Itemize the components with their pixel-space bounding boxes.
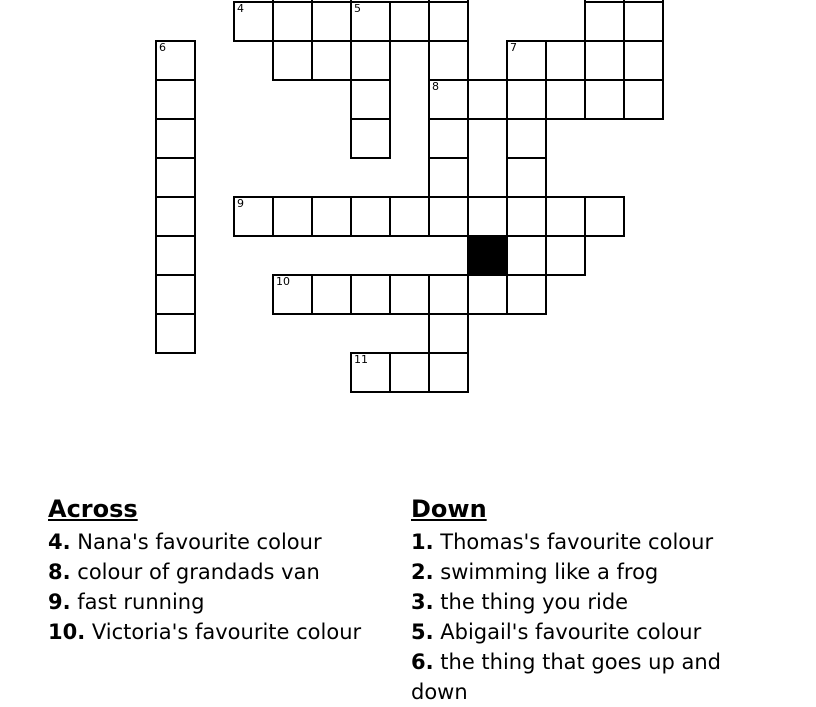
clue-text: fast running [70,590,205,614]
grid-cell[interactable] [350,1,391,42]
grid-cell[interactable] [350,40,391,81]
clue-text: the thing you ride [433,590,629,614]
grid-cell[interactable] [155,157,196,198]
clue-number: 6. [411,650,434,674]
grid-cell[interactable] [272,1,313,42]
grid-cell[interactable] [584,1,625,42]
clue-number: 1. [411,530,434,554]
grid-cell[interactable] [623,40,664,81]
grid-cell-number: 10 [276,275,290,288]
down-clues [411,495,781,707]
grid-cell[interactable] [389,352,430,393]
grid-cell[interactable] [389,196,430,237]
down-clue-list [411,527,781,707]
grid-cell[interactable] [584,196,625,237]
grid-cell[interactable] [350,352,391,393]
grid-cell[interactable] [428,79,469,120]
down-heading: Down [411,495,487,523]
grid-cell[interactable] [545,79,586,120]
clue-lists [0,495,816,704]
grid-cell[interactable] [428,352,469,393]
grid-cell[interactable] [584,40,625,81]
clue-number: 5. [411,620,434,644]
grid-cell[interactable] [545,196,586,237]
clue-item[interactable] [48,617,418,647]
grid-cell[interactable] [311,1,352,42]
grid-cell[interactable] [155,274,196,315]
grid-cell[interactable] [233,196,274,237]
grid-cell-number: 9 [237,197,244,210]
clue-text: colour of grandads van [70,560,320,584]
grid-cell[interactable] [389,1,430,42]
grid-cell[interactable] [506,157,547,198]
grid-cell[interactable] [350,274,391,315]
grid-cell[interactable] [311,40,352,81]
clue-item[interactable] [411,557,781,587]
clue-text: Victoria's favourite colour [85,620,362,644]
grid-cell[interactable] [272,274,313,315]
clue-text: Thomas's favourite colour [433,530,714,554]
clue-number: 10. [48,620,86,644]
grid-cell[interactable] [506,274,547,315]
across-clue-list [48,527,418,647]
clue-number: 2. [411,560,434,584]
grid-cell[interactable] [155,40,196,81]
clue-text: Abigail's favourite colour [433,620,702,644]
clue-item[interactable] [411,587,781,617]
grid-cell[interactable] [350,196,391,237]
grid-cell[interactable] [155,196,196,237]
clue-text: the thing that goes up and down [411,650,721,704]
grid-cell[interactable] [506,235,547,276]
grid-cell-number: 4 [237,2,244,15]
grid-cell[interactable] [545,40,586,81]
across-heading: Across [48,495,138,523]
grid-cell[interactable] [428,196,469,237]
clue-text: swimming like a frog [433,560,659,584]
grid-cell[interactable] [350,79,391,120]
grid-cell[interactable] [428,313,469,354]
grid-cell[interactable] [467,79,508,120]
clue-item[interactable] [48,527,418,557]
grid-cell[interactable] [155,235,196,276]
grid-cell[interactable] [272,40,313,81]
grid-cell[interactable] [584,79,625,120]
clue-item[interactable] [411,647,781,707]
grid-cell[interactable] [155,313,196,354]
grid-cell[interactable] [506,40,547,81]
clue-number: 4. [48,530,71,554]
grid-cell-number: 7 [510,41,517,54]
grid-cell[interactable] [506,118,547,159]
clue-item[interactable] [411,617,781,647]
grid-cell-number: 5 [354,2,361,15]
grid-cell[interactable] [623,1,664,42]
grid-cell[interactable] [272,196,313,237]
clue-item[interactable] [411,527,781,557]
grid-cell[interactable] [155,118,196,159]
grid-cell[interactable] [428,1,469,42]
grid-cell[interactable] [155,79,196,120]
grid-cell-number: 6 [159,41,166,54]
grid-cell[interactable] [428,40,469,81]
clue-number: 9. [48,590,71,614]
clue-text: Nana's favourite colour [70,530,322,554]
grid-cell[interactable] [467,196,508,237]
grid-cell[interactable] [506,79,547,120]
clue-number: 8. [48,560,71,584]
grid-cell[interactable] [389,274,430,315]
clue-number: 3. [411,590,434,614]
grid-cell[interactable] [428,274,469,315]
grid-cell[interactable] [311,274,352,315]
grid-cell[interactable] [545,235,586,276]
grid-cell[interactable] [428,157,469,198]
grid-cell[interactable] [350,118,391,159]
grid-cell-number: 11 [354,353,368,366]
clue-item[interactable] [48,587,418,617]
across-clues [48,495,418,647]
grid-cell[interactable] [506,196,547,237]
grid-cell-blocked [467,235,508,276]
grid-cell[interactable] [428,118,469,159]
grid-cell[interactable] [467,274,508,315]
grid-cell[interactable] [623,79,664,120]
clue-item[interactable] [48,557,418,587]
grid-cell[interactable] [311,196,352,237]
grid-cell-number: 8 [432,80,439,93]
grid-cell[interactable] [233,1,274,42]
